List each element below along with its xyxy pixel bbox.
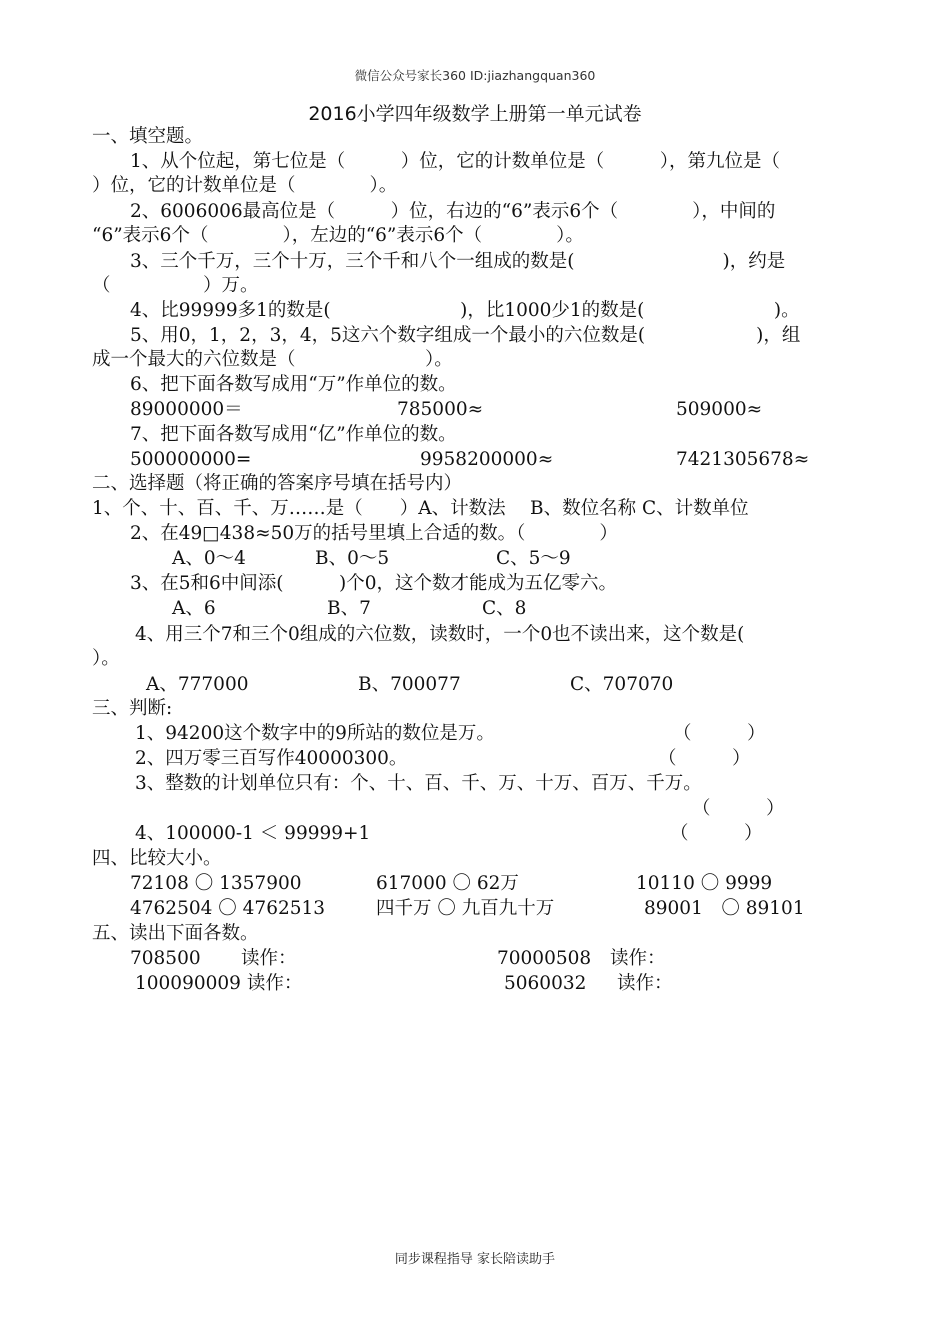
compare-item: 617000 〇 62万 (376, 873, 519, 894)
compare-item: 72108 〇 1357900 (130, 873, 302, 894)
question-4: 4、比99999多1的数是( )，比1000少1的数是( )。 (130, 300, 800, 321)
choice-option: A、6 (172, 598, 216, 619)
question-7-title: 7、把下面各数写成用“亿”作单位的数。 (130, 424, 457, 445)
section-read-heading: 五、读出下面各数。 (92, 923, 259, 944)
read-prompt: 读作： (610, 948, 666, 969)
choice-option: B、7 (327, 598, 371, 619)
read-number: 70000508 (497, 948, 592, 969)
choice-question-2: 2、在49□438≈50万的括号里填上合适的数。（ ） (130, 523, 618, 544)
judge-answer-paren: （ ） (670, 823, 763, 844)
section-judge-heading: 三、判断: (92, 698, 173, 719)
question-1-line-1: 1、从个位起，第七位是（ ）位，它的计数单位是（ ），第九位是（ (130, 151, 781, 172)
judge-answer-paren: （ ） (658, 748, 751, 769)
read-number: 708500 (130, 948, 201, 969)
question-6-item: 785000≈ (397, 399, 484, 420)
question-2-line-1: 2、6006006最高位是（ ）位，右边的“6”表示6个（ ），中间的 (130, 201, 776, 222)
judge-item-1: 1、94200这个数字中的9所站的数位是万。 (135, 723, 495, 744)
read-prompt: 读作： (241, 948, 297, 969)
compare-item: 10110 〇 9999 (636, 873, 773, 894)
choice-option: C、8 (482, 598, 527, 619)
choice-option: A、0～4 (172, 548, 246, 569)
section-compare-heading: 四、比较大小。 (92, 848, 222, 869)
page-header: 微信公众号家长360 ID:jiazhangquan360 (354, 68, 596, 83)
question-7-item: 9958200000≈ (420, 449, 554, 470)
question-3-line-1: 3、三个千万，三个十万，三个千和八个一组成的数是( )，约是 (130, 251, 786, 272)
section-fill-in-heading: 一、填空题。 (92, 126, 204, 147)
question-5-line-1: 5、用0，1，2，3，4，5这六个数字组成一个最小的六位数是( )，组 (130, 325, 801, 346)
question-6-item: 89000000＝ (130, 399, 243, 420)
choice-question-3: 3、在5和6中间添( )个0，这个数才能成为五亿零六。 (130, 573, 618, 594)
choice-option: B、0～5 (315, 548, 390, 569)
compare-item: 4762504 〇 4762513 (130, 898, 326, 919)
question-6-item: 509000≈ (676, 399, 763, 420)
choice-option: B、700077 (358, 674, 461, 695)
choice-question-4-line-1: 4、用三个7和三个0组成的六位数，读数时，一个0也不读出来，这个数是( (135, 624, 745, 645)
question-7-item: 500000000= (130, 449, 252, 470)
judge-item-3: 3、整数的计划单位只有：个、十、百、千、万、十万、百万、千万。 (135, 773, 702, 794)
exam-title: 2016小学四年级数学上册第一单元试卷 (308, 103, 642, 125)
choice-option: C、5～9 (496, 548, 571, 569)
page-footer: 同步课程指导 家长陪读助手 (394, 1252, 556, 1267)
choice-question-1: 1、个、十、百、千、万……是（ ）A、计数法 B、数位名称 C、计数单位 (92, 498, 749, 519)
compare-item: 89001 〇 89101 (644, 898, 805, 919)
read-prompt: 读作： (617, 973, 673, 994)
judge-answer-paren: （ ） (692, 798, 785, 819)
question-5-line-2: 成一个最大的六位数是（ ）。 (92, 349, 453, 370)
question-6-title: 6、把下面各数写成用“万”作单位的数。 (130, 374, 457, 395)
section-choice-heading: 二、选择题（将正确的答案序号填在括号内） (92, 473, 463, 494)
question-7-item: 7421305678≈ (676, 449, 810, 470)
judge-item-4: 4、100000-1 ＜ 99999+1 (135, 823, 371, 844)
compare-item: 四千万 〇 九百九十万 (376, 898, 555, 919)
read-number: 5060032 (504, 973, 587, 994)
judge-answer-paren: （ ） (673, 723, 766, 744)
judge-item-2: 2、四万零三百写作40000300。 (135, 748, 408, 769)
question-3-line-2: （ ）万。 (92, 275, 259, 296)
choice-option: C、707070 (570, 674, 674, 695)
read-number-with-prompt: 100090009 读作： (135, 973, 303, 994)
question-2-line-2: “6”表示6个（ ），左边的“6”表示6个（ ）。 (92, 225, 584, 246)
question-1-line-2: ）位，它的计数单位是（ ）。 (92, 175, 398, 196)
choice-option: A、777000 (146, 674, 249, 695)
choice-question-4-line-2: ）。 (92, 648, 120, 669)
